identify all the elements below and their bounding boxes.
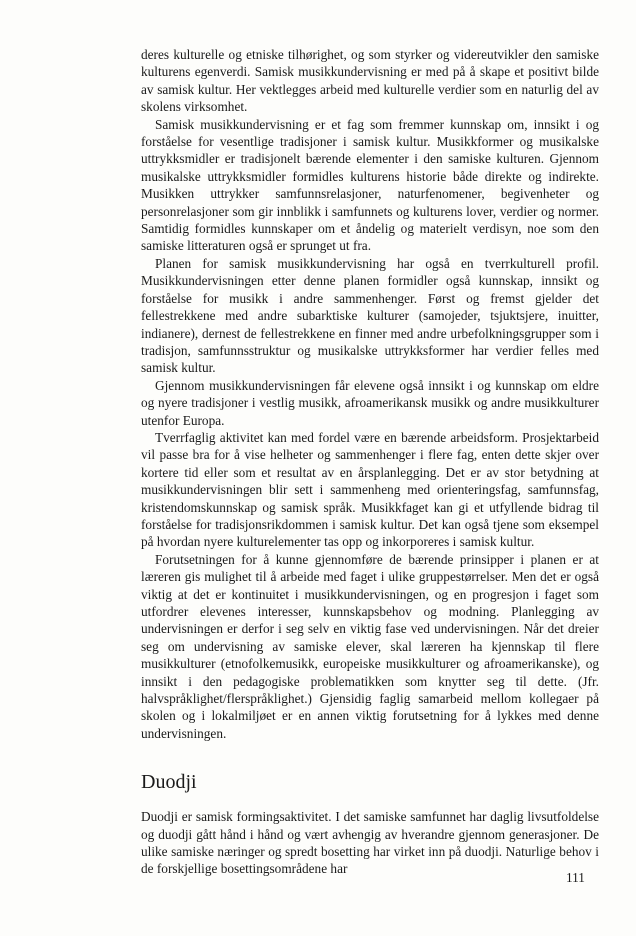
paragraph-3: Planen for samisk musikkundervisning har også en tverrkulturell profil. Musikkundervisningen etter denne planen formidler også kunnskap, innsikt og forståelse for musikk i andre sammenhenger. Først og fremst gjelder det fellestrekkene med andre subarktiske kulturer (samojeder, tsjuktsjere, inuitter, indianere), dernest de fellestrekkene en finner med andre urbefolkningsgrupper som i tradisjon, samfunnsstruktur og musikalske uttrykksformer har verdier felles med samisk kultur. xyxy=(141,255,599,376)
page-number: 111 xyxy=(566,870,585,885)
section-text xyxy=(141,808,599,878)
section-paragraph: Duodji er samisk formingsaktivitet. I det samiske samfunnet har daglig livsutfoldelse og duodji gått hånd i hånd og vært avhengig av hverandre gjennom generasjoner. De ulike samiske næringer og spredt bosetting har virket inn på duodji. Naturlige behov i de forskjellige bosettingsområdene har xyxy=(141,809,599,877)
paragraph-4: Gjennom musikkundervisningen får elevene også innsikt i og kunnskap om eldre og nyere tradisjoner i vestlig musikk, afroamerikansk musikk og andre musikkulturer utenfor Europa. xyxy=(141,377,599,428)
paragraph-2: Samisk musikkundervisning er et fag som fremmer kunnskap om, innsikt i og forståelse for vesentlige tradisjoner i samisk kultur. Musikkformer og musikalske uttrykksmidler er tradisjonelt bærende elementer i den samiske kulturen. Gjennom musikalske uttrykksmidler formidles kulturens historie både direkte og indirekte. Musikken uttrykker samfunnsrelasjoner, naturfenomener, begivenheter og personrelasjoner som gir innblikk i samfunnets og kulturens lover, verdier og normer. Samtidig formidles kunnskaper om et åndelig og materielt verdisyn, noe som den samiske litteraturen også er sprunget ut fra. xyxy=(141,116,599,254)
paragraph-1: deres kulturelle og etniske tilhørighet, og som styrker og videreutvikler den samiske kulturens egenverdi. Samisk musikkundervisning er med på å skape et positivt bilde av samisk kultur. Her vektlegges arbeid med kulturelle verdier som en naturlig del av skolens virksomhet. xyxy=(141,47,599,115)
page-content xyxy=(141,46,599,878)
body-text xyxy=(141,46,599,742)
paragraph-6: Forutsetningen for å kunne gjennomføre de bærende prinsipper i planen er at læreren gis mulighet til å arbeide med faget i ulike gruppestørrelser. Men det er også viktig at det er kontinuitet i musikkundervisningen, og en progresjon i faget som utfordrer elevenes interesser, kunnskapsbehov og modning. Planlegging av undervisningen er derfor i seg selv en viktig fase ved undervisningen. Når det dreier seg om undervisning av samiske elever, skal læreren ha kjennskap til flere musikkulturer (etnofolkemusikk, europeiske musikkulturer og afroamerikanske), og innsikt i den pedagogiske problematikken som knytter seg til dette. (Jfr. halvspråklighet/flerspråklighet.) Gjensidig faglig samarbeid mellom kollegaer på skolen og i lokalmiljøet er en annen viktig forutsetning for å lykkes med denne undervisningen. xyxy=(141,551,599,741)
section-heading: Duodji xyxy=(141,771,197,794)
paragraph-5: Tverrfaglig aktivitet kan med fordel være en bærende arbeidsform. Prosjektarbeid vil passe bra for å vise helheter og sammenhenger i flere fag, enten dette skjer over kortere tid eller som et resultat av en årsplanlegging. Det er av stor betydning at musikkundervisningen blir sett i sammenheng med orienteringsfag, samfunnsfag, kristendomskunnskap og samisk språk. Musikkfaget kan gi et utfyllende bidrag til forståelse for tradisjonsrikdommen i samisk kultur. Det kan også tjene som eksempel på hvordan nyere kulturelementer tas opp og inkorporeres i samisk kultur. xyxy=(141,429,599,550)
